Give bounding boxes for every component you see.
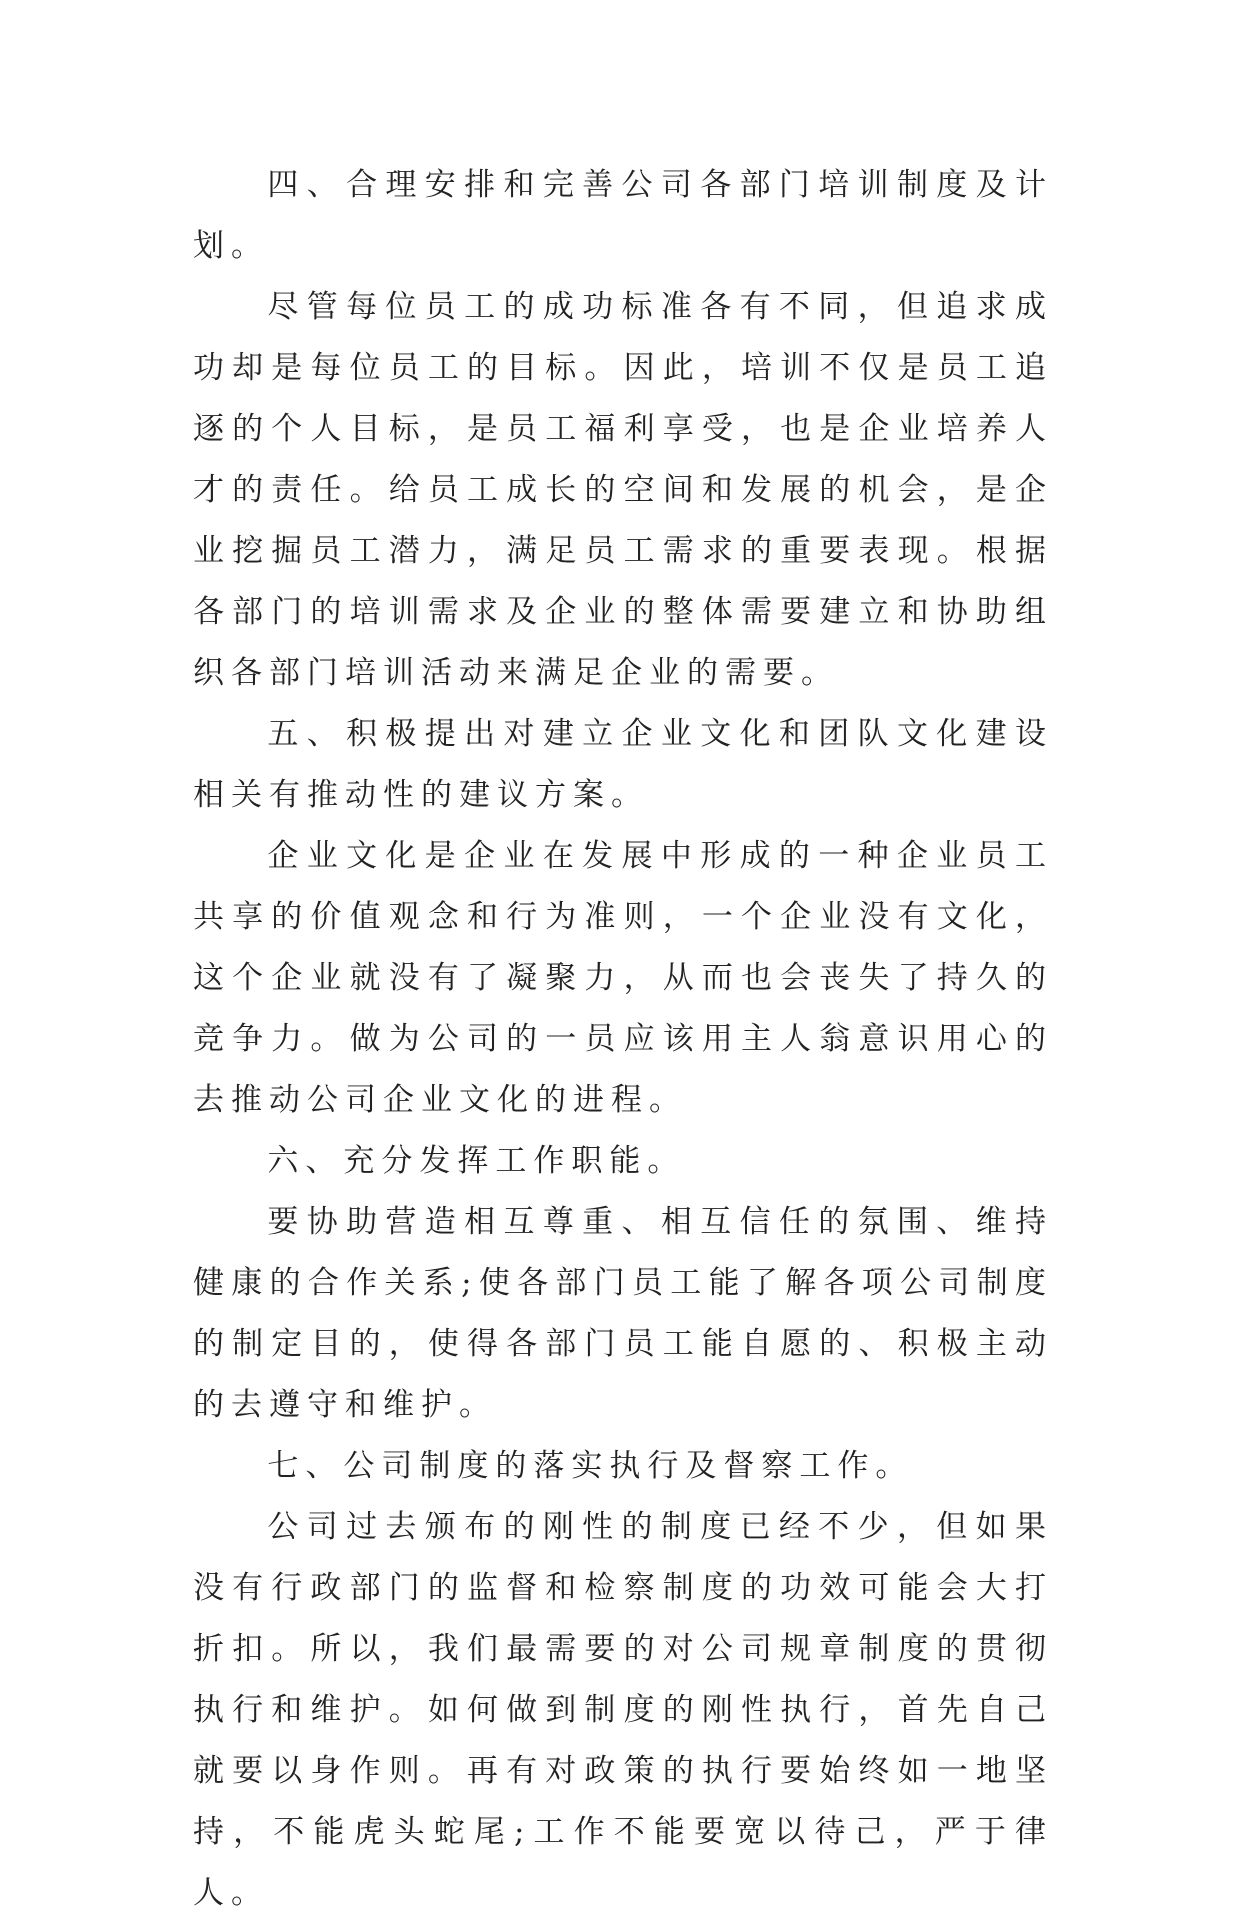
paragraph-training: 尽管每位员工的成功标准各有不同，但追求成功却是每位员工的目标。因此，培训不仅是员工追逐的个人目标，是员工福利享受，也是企业培养人才的责任。给员工成长的空间和发展的机会，是企业挖掘员工潜力，满足员工需求的重要表现。根据各部门的培训需求及企业的整体需要建立和协助组织各部门培训活动来满足企业的需要。: [193, 289, 1053, 691]
heading-5-culture: 五、积极提出对建立企业文化和团队文化建设相关有推动性的建议方案。: [193, 716, 1053, 813]
document-body: [193, 155, 1053, 1924]
paragraph-enforcement: 公司过去颁布的刚性的制度已经不少，但如果没有行政部门的监督和检察制度的功效可能会大打折扣。所以，我们最需要的对公司规章制度的贯彻执行和维护。如何做到制度的刚性执行，首先自己就要以身作则。再有对政策的执行要始终如一地坚持，不能虎头蛇尾;工作不能要宽以待己，严于律人。: [193, 1509, 1053, 1911]
paragraph-functions: 要协助营造相互尊重、相互信任的氛围、维持健康的合作关系;使各部门员工能了解各项公司制度的制定目的，使得各部门员工能自愿的、积极主动的去遵守和维护。: [193, 1204, 1053, 1423]
heading-4-training: 四、合理安排和完善公司各部门培训制度及计划。: [193, 167, 1053, 264]
paragraph-culture: 企业文化是企业在发展中形成的一种企业员工共享的价值观念和行为准则，一个企业没有文化，这个企业就没有了凝聚力，从而也会丧失了持久的竞争力。做为公司的一员应该用主人翁意识用心的去推动公司企业文化的进程。: [193, 838, 1053, 1118]
heading-6-functions: 六、充分发挥工作职能。: [267, 1143, 686, 1179]
heading-7-enforcement: 七、公司制度的落实执行及督察工作。: [267, 1448, 914, 1484]
